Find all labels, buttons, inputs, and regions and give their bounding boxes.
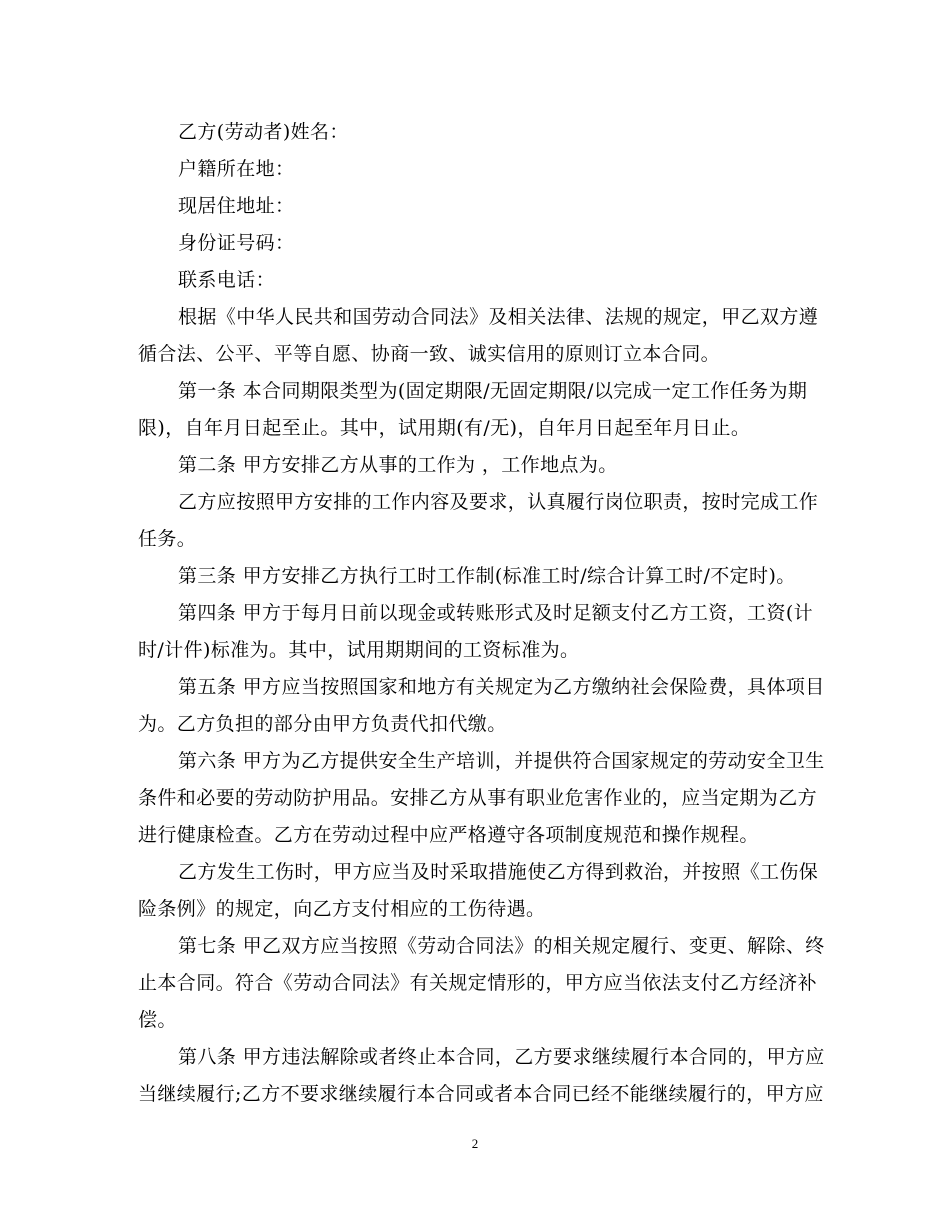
- text-line: 循合法、公平、平等自愿、协商一致、诚实信用的原则订立本合同。: [138, 343, 721, 365]
- text-line: 第六条 甲方为乙方提供安全生产培训，并提供符合国家规定的劳动安全卫生: [178, 750, 825, 772]
- text-line: 第二条 甲方安排乙方从事的工作为 ，工作地点为。: [178, 454, 618, 476]
- text-line: 限)，自年月日起至止。其中，试用期(有/无)，自年月日起至年月日止。: [138, 417, 751, 439]
- text-line: 止本合同。符合《劳动合同法》有关规定情形的，甲方应当依法支付乙方经济补: [138, 972, 818, 994]
- text-line: 进行健康检查。乙方在劳动过程中应严格遵守各项制度规范和操作规程。: [138, 824, 759, 846]
- text-line: 第五条 甲方应当按照国家和地方有关规定为乙方缴纳社会保险费，具体项目: [178, 676, 825, 698]
- text-line: 偿。: [138, 1009, 177, 1031]
- text-line: 第一条 本合同期限类型为(固定期限/无固定期限/以完成一定工作任务为期: [178, 380, 808, 402]
- text-line: 根据《中华人民共和国劳动合同法》及相关法律、法规的规定，甲乙双方遵: [178, 306, 819, 328]
- text-line: 身份证号码：: [178, 232, 295, 254]
- text-line: 为。乙方负担的部分由甲方负责代扣代缴。: [138, 713, 507, 735]
- text-line: 险条例》的规定，向乙方支付相应的工伤待遇。: [138, 898, 546, 920]
- text-line: 第八条 甲方违法解除或者终止本合同，乙方要求继续履行本合同的，甲方应: [178, 1046, 825, 1068]
- text-line: 第四条 甲方于每月日前以现金或转账形式及时足额支付乙方工资，工资(计: [178, 602, 814, 624]
- page-number: 2: [471, 1136, 479, 1151]
- text-line: 当继续履行;乙方不要求继续履行本合同或者本合同已经不能继续履行的，甲方应: [138, 1083, 824, 1105]
- text-line: 联系电话：: [178, 269, 276, 291]
- text-line: 任务。: [138, 528, 197, 550]
- text-line: 时/计件)标准为。其中，试用期期间的工资标准为。: [138, 639, 580, 661]
- text-line: 第七条 甲乙双方应当按照《劳动合同法》的相关规定履行、变更、解除、终: [178, 935, 825, 957]
- text-line: 条件和必要的劳动防护用品。安排乙方从事有职业危害作业的，应当定期为乙方: [138, 787, 818, 809]
- document-body: [138, 114, 825, 1113]
- text-line: 乙方应按照甲方安排的工作内容及要求，认真履行岗位职责，按时完成工作: [178, 491, 819, 513]
- text-line: 现居住地址：: [178, 195, 295, 217]
- text-line: 户籍所在地：: [178, 158, 295, 180]
- text-line: 第三条 甲方安排乙方执行工时工作制(标准工时/综合计算工时/不定时)。: [178, 565, 796, 587]
- text-line: 乙方发生工伤时，甲方应当及时采取措施使乙方得到救治，并按照《工伤保: [178, 861, 819, 883]
- text-line: 乙方(劳动者)姓名：: [178, 121, 349, 143]
